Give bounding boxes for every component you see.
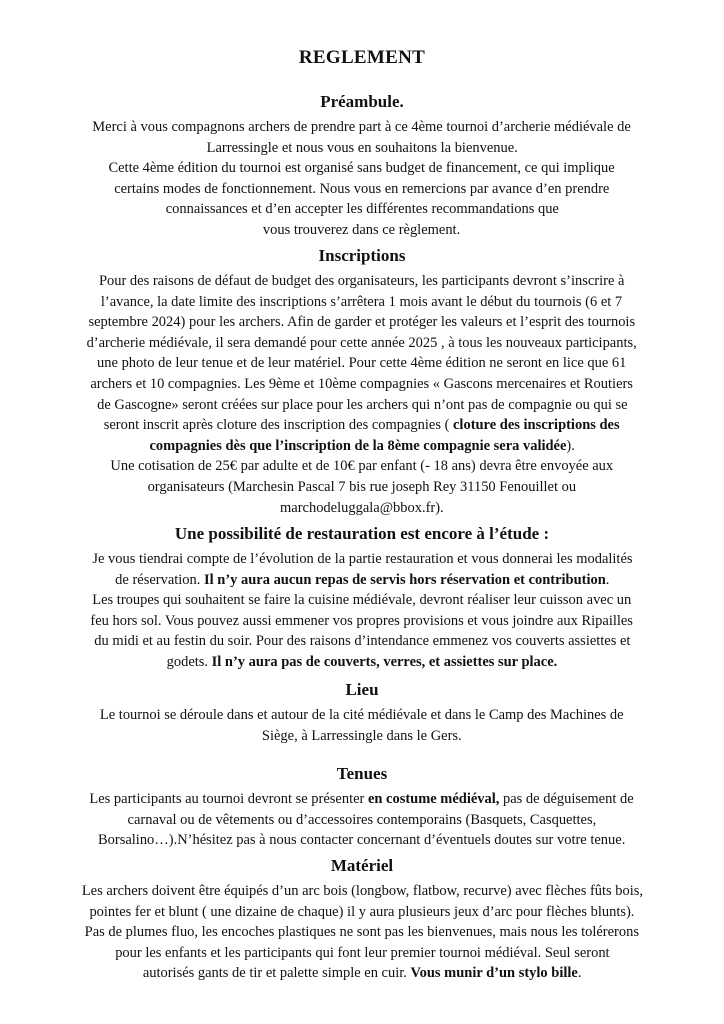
text-segment: Les troupes qui souhaitent se faire la cuisine médiévale, devront réaliser leur cuisson avec un [92,591,632,609]
bold-text: Vous munir d’un stylo bille [410,964,578,982]
text-segment: Je vous tiendrai compte de l’évolution de la partie restauration et vous donnerai les modalités [91,550,633,567]
bold-text: Il n’y aura aucun repas de servis hors réservation et contribution [203,570,606,588]
paragraph-line [0,139,724,157]
bold-text: Il n’y aura pas de couverts, verres, et assiettes sur place. [211,653,558,670]
text-segment: organisateurs (Marchesin Pascal 7 bis rue joseph Rey 31150 Fenouillet ou [147,478,577,495]
bold-text: cloture des inscriptions des [453,416,620,434]
paragraph-line [0,499,724,517]
paragraph-line [0,923,724,941]
section-heading-inscriptions: Inscriptions [318,246,406,265]
text-segment: vous trouverez dans ce règlement. [263,221,461,238]
paragraph-line [0,478,724,496]
text-segment: . [577,964,582,982]
text-segment: Les participants au tournoi devront se présenter [89,790,369,807]
paragraph-line [0,334,724,352]
text-segment: archers et 10 compagnies. Les 9ème et 10ème compagnies « Gascons mercenaires et Routiers [90,375,634,392]
paragraph-line [0,653,724,671]
text-segment: Borsalino…).N’hésitez pas à nous contacter concernant d’éventuels doutes sur votre tenue. [98,831,626,849]
text-segment: Merci à vous compagnons archers de prendre part à ce 4ème tournoi d’archerie médiévale de [92,118,632,135]
paragraph-line [0,882,724,900]
paragraph-line [0,272,724,290]
paragraph-line [0,706,724,724]
paragraph-line [0,944,724,962]
text-segment: Pas de plumes fluo, les encoches plastiques ne sont pas les bienvenues, mais nous les tolérerons [84,923,640,941]
paragraph-line [0,632,724,650]
text-segment: autorisés gants de tir et palette simple en cuir. [142,964,411,982]
text-segment: Le tournoi se déroule dans et autour de la cité médiévale et dans le Camp des Machines de [100,706,624,723]
text-segment: godets. [166,653,212,670]
paragraph-line [0,293,724,311]
paragraph-line [0,200,724,218]
bold-text: en costume médiéval, [368,790,500,807]
section-heading-materiel: Matériel [330,856,394,875]
text-segment: certains modes de fonctionnement. Nous vous en remercions par avance d’en prendre [114,179,610,197]
text-segment: connaissances et d’en accepter les différentes recommandations que [165,200,559,218]
text-segment: feu hors sol. Vous pouvez aussi emmener vos propres provisions et vous joindre aux Ripailles [90,611,634,629]
text-segment: l’avance, la date limite des inscriptions s’arrêtera 1 mois avant le début du tournois (6 et 7 [101,292,623,310]
paragraph-line [0,354,724,372]
section-heading-tenues: Tenues [336,764,388,783]
paragraph-line [0,118,724,136]
paragraph-line [0,727,724,745]
text-segment: pour les enfants et les participants qui font leur premier tournoi médiéval. Seul seront [114,943,610,961]
paragraph-line [0,790,724,808]
paragraph-line [0,159,724,177]
text-segment: une photo de leur tenue et de leur matériel. Pour cette 4ème édition ne seront en lice que 61 [97,354,627,372]
bold-text: compagnies dès que l’inscription de la 8ème compagnie sera validée [149,436,567,454]
paragraph-line [0,831,724,849]
text-segment: pas de déguisement de [499,790,635,807]
section-heading-preamble: Préambule. [320,92,404,111]
section-heading-restauration: Une possibilité de restauration est encore à l’étude : [174,524,550,543]
text-segment: de réservation. [114,570,204,588]
text-segment: Une cotisation de 25€ par adulte et de 10€ par enfant (- 18 ans) devra être envoyée aux [110,457,614,475]
paragraph-line [0,457,724,475]
paragraph-line [0,811,724,829]
paragraph-line [0,396,724,414]
document-title: REGLEMENT [298,47,426,68]
paragraph-line [0,375,724,393]
paragraph-line [0,591,724,609]
paragraph-line [0,571,724,589]
paragraph-line [0,437,724,455]
section-heading-lieu: Lieu [345,680,379,699]
text-segment: Pour des raisons de défaut de budget des organisateurs, les participants devront s’inscrire à [99,272,625,289]
text-segment: Larressingle et nous vous en souhaitons la bienvenue. [206,138,518,156]
paragraph-line [0,416,724,434]
text-segment: Siège, à Larressingle dans le Gers. [262,726,462,744]
text-segment: du midi et au festin du soir. Pour des raisons d’intendance emmenez vos couverts assiettes et [93,632,631,650]
text-segment: pointes fer et blunt ( une dizaine de chaque) il y aura plusieurs jeux d’arc pour flèches blunts). [89,902,635,920]
text-segment: Les archers doivent être équipés d’un arc bois (longbow, flatbow, recurve) avec flèches fûts bois, [81,882,643,899]
paragraph-line [0,180,724,198]
paragraph-line [0,903,724,921]
text-segment: seront inscrit après cloture des inscription des compagnies ( [104,416,454,434]
text-segment: carnaval ou de vêtements ou d’accessoires contemporains (Basquets, Casquettes, [127,810,597,828]
paragraph-line [0,550,724,568]
text-segment: Cette 4ème édition du tournoi est organisé sans budget de financement, ce qui implique [108,159,616,177]
text-segment: d’archerie médiévale, il sera demandé pour cette année 2025 , à tous les nouveaux participants, [86,333,638,351]
paragraph-line [0,964,724,982]
text-segment: ). [566,436,575,454]
text-segment: marchodeluggala@bbox.fr). [280,498,444,516]
text-segment: septembre 2024) pour les archers. Afin de garder et protéger les valeurs et l’esprit des tournois [88,313,636,331]
text-segment: de Gascogne» seront créées sur place pour les archers qui n’ont pas de compagnie ou qui se [96,395,628,413]
text-segment: . [605,570,610,588]
paragraph-line [0,221,724,239]
paragraph-line [0,313,724,331]
paragraph-line [0,612,724,630]
